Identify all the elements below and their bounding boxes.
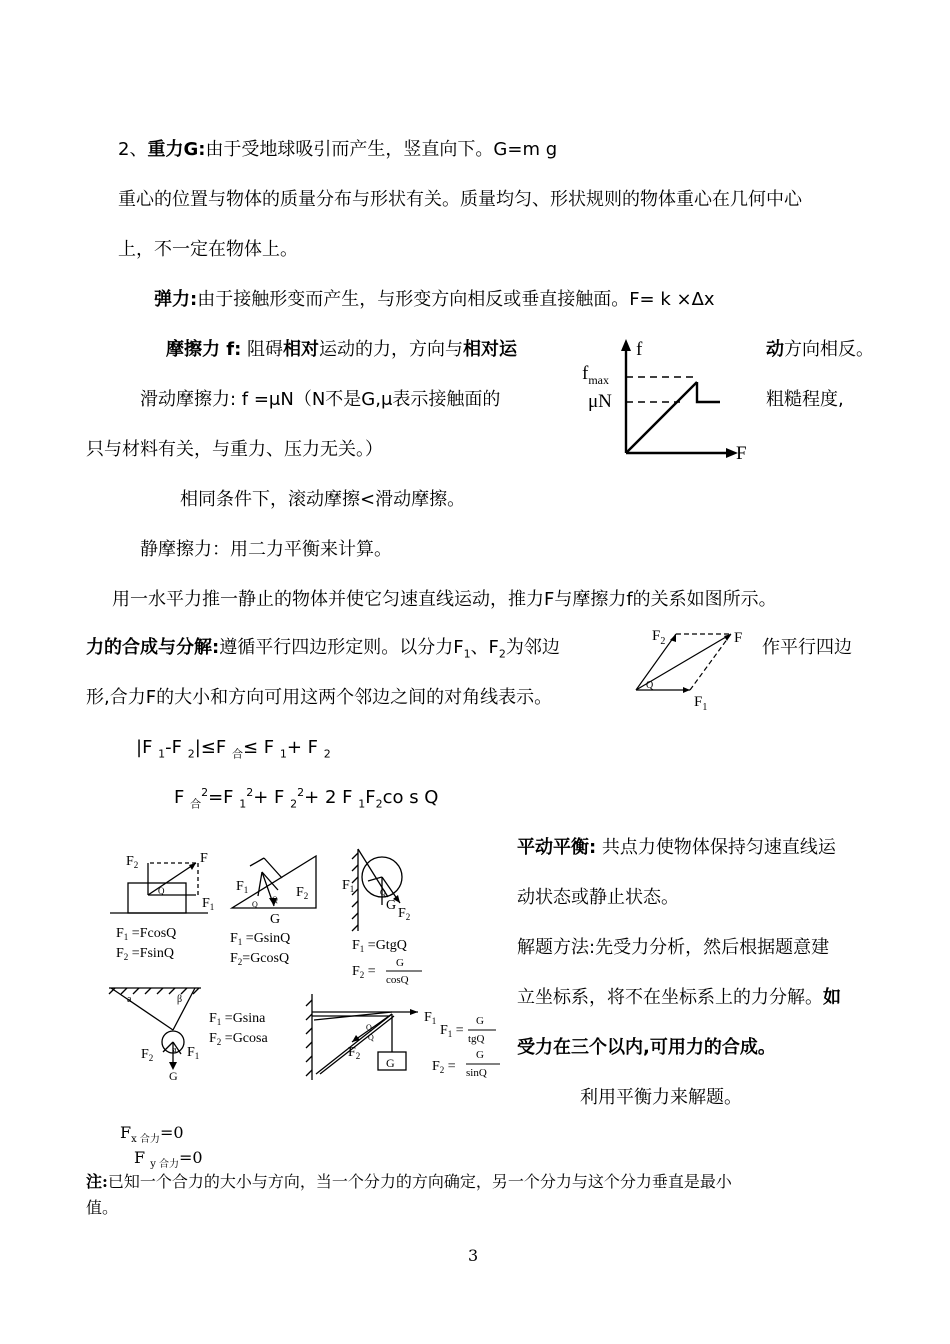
svg-text:F2: $F_2$	[126, 854, 139, 870]
svg-text:F2 =: $F_2$ =	[432, 1059, 456, 1075]
composition-line-2: 形,合力F的大小和方向可用这两个邻边之间的对角线表示。	[86, 687, 553, 708]
elastic-line: 弹力:由于接触形变而产生，与形变方向相反或垂直接触面。F= k ×Δx	[154, 289, 715, 310]
svg-text:F: F	[200, 851, 208, 866]
svg-text:F1 =FcosQ: $F_1 =FcosQ$	[116, 926, 177, 942]
sliding-friction-a: 滑动摩擦力: f =μN（N不是G,μ表示接触面的	[140, 389, 501, 410]
svg-text:Q: Q	[366, 1023, 372, 1032]
fx-sum: $F_{x 合力}=0$	[120, 1123, 184, 1146]
svg-text:Q: Q	[158, 886, 165, 896]
svg-text:F2 =: $F_2$ =	[352, 964, 376, 980]
sliding-friction-b: 粗糙程度,	[766, 389, 844, 410]
svg-text:Q: Q	[380, 888, 386, 897]
method-line-3: 受力在三个以内,可用力的合成。	[517, 1037, 776, 1058]
svg-text:F1 =GsinQ: $F_1 =GsinQ$	[230, 931, 291, 947]
fmax-label: $f_{max}$	[582, 363, 609, 387]
svg-text:F1 =GtgQ: $F_1$ =GtgQ	[352, 938, 407, 954]
friction-line: 摩擦力 f: 阻碍相对运动的力，方向与相对运	[166, 339, 518, 360]
center-line-2: 上，不一定在物体上。	[118, 239, 298, 260]
svg-text:F2: $F_2$	[296, 885, 309, 901]
static-line: 静摩擦力：用二力平衡来计算。	[140, 539, 392, 560]
svg-text:F: F	[734, 630, 743, 646]
svg-text:Q: Q	[252, 900, 258, 909]
method-line-1: 解题方法:先受力分析，然后根据题意建	[517, 937, 830, 958]
rolling-line: 相同条件下，滚动摩擦<滑动摩擦。	[180, 489, 466, 510]
svg-text:F1 =: $F_1$ =	[440, 1023, 464, 1039]
svg-text:F1: $F_1$	[424, 1010, 437, 1026]
svg-text:F1: $F_1$	[342, 878, 355, 894]
f-axis-label: f	[636, 339, 643, 360]
fy-sum: F $_{y 合力}$=0	[134, 1148, 203, 1171]
sliding-friction-c: 只与材料有关，与重力、压力无关。）	[86, 439, 383, 460]
cosine-formula: F $_合^2$=F $_1^2$+ F $_2^2$+ 2 F $_1F_2co$ s Q	[174, 786, 439, 811]
page-number: 3	[468, 1246, 479, 1265]
composition-line: 力的合成与分解:遵循平行四边形定则。以分力$F_1$、$F_2$为邻边	[86, 637, 560, 661]
parallelogram-diagram	[628, 622, 758, 712]
svg-text:G: G	[476, 1015, 484, 1027]
svg-text:G: G	[386, 898, 397, 913]
push-line: 用一水平力推一静止的物体并使它匀速直线运动，推力F与摩擦力f的关系如图所示。	[112, 589, 777, 610]
friction-graph	[570, 335, 770, 465]
svg-text:Q: Q	[272, 895, 278, 904]
diagram-box-force	[110, 845, 230, 965]
gravity-line: 2、重力G:由于受地球吸引而产生，竖直向下。G=m g	[118, 139, 558, 160]
method-line-2: 立坐标系，将不在坐标系上的力分解。如	[517, 987, 841, 1008]
equilibrium-line-2: 动状态或静止状态。	[517, 887, 679, 908]
svg-text:G: G	[396, 957, 404, 969]
center-line-1: 重心的位置与物体的质量分布与形状有关。质量均匀、形状规则的物体重心在几何中心	[118, 189, 802, 210]
diagram-bracket	[300, 990, 510, 1085]
note-line-1: 注:已知一个合力的大小与方向，当一个分力的方向确定，另一个分力与这个分力垂直是最小	[86, 1172, 732, 1191]
svg-text:F2 =FsinQ: $F_2 =FsinQ$	[116, 946, 174, 962]
svg-text:F1: $F_1$	[694, 694, 708, 713]
diagram-incline	[228, 850, 328, 970]
note-line-2: 值。	[86, 1198, 119, 1217]
diagram-ball-wall	[340, 845, 440, 990]
friction-line-end: 动方向相反。	[766, 339, 874, 360]
svg-text:a: a	[127, 994, 132, 1005]
equilibrium-line-1: 平动平衡: 共点力使物体保持匀速直线运	[517, 837, 836, 858]
svg-text:tgQ: tgQ	[468, 1033, 485, 1045]
method-line-4: 利用平衡力来解题。	[580, 1087, 742, 1108]
svg-text:F2 =Gcosa: $F_2 =Gcosa$	[209, 1031, 268, 1047]
svg-text:sinQ: sinQ	[466, 1067, 487, 1079]
svg-text:a: a	[173, 1045, 177, 1054]
svg-text:F1: $F_1$	[236, 879, 249, 895]
svg-text:cosQ: cosQ	[386, 974, 409, 986]
svg-text:F2=GcosQ: $F_2=GcosQ$	[230, 951, 290, 967]
svg-text:F2: $F_2$	[398, 906, 411, 922]
svg-text:F1 =Gsina: $F_1 =Gsina$	[209, 1011, 266, 1027]
svg-text:F2: $F_2$	[141, 1047, 154, 1063]
svg-text:Q: Q	[368, 1033, 374, 1042]
svg-text:G: G	[476, 1049, 484, 1061]
svg-text:F1: $F_1$	[202, 896, 215, 912]
svg-text:F2: $F_2$	[652, 628, 666, 647]
composition-line-end: 作平行四边	[762, 637, 852, 658]
svg-text:F2: $F_2$	[348, 1045, 361, 1061]
svg-text:G: G	[169, 1069, 178, 1083]
muN-label: μN	[588, 391, 612, 412]
svg-text:Q: Q	[646, 680, 654, 691]
svg-text:F1: $F_1$	[187, 1045, 200, 1061]
svg-text:G: G	[270, 912, 281, 927]
svg-text:G: G	[386, 1056, 395, 1070]
svg-text:β: β	[177, 994, 183, 1005]
diagram-hanging-ball	[105, 980, 285, 1085]
inequality: |F $_1$-F $_2$|≤F $_合$≤ F $_1$+ F $_2$	[136, 737, 331, 761]
F-axis-label: F	[736, 443, 747, 464]
